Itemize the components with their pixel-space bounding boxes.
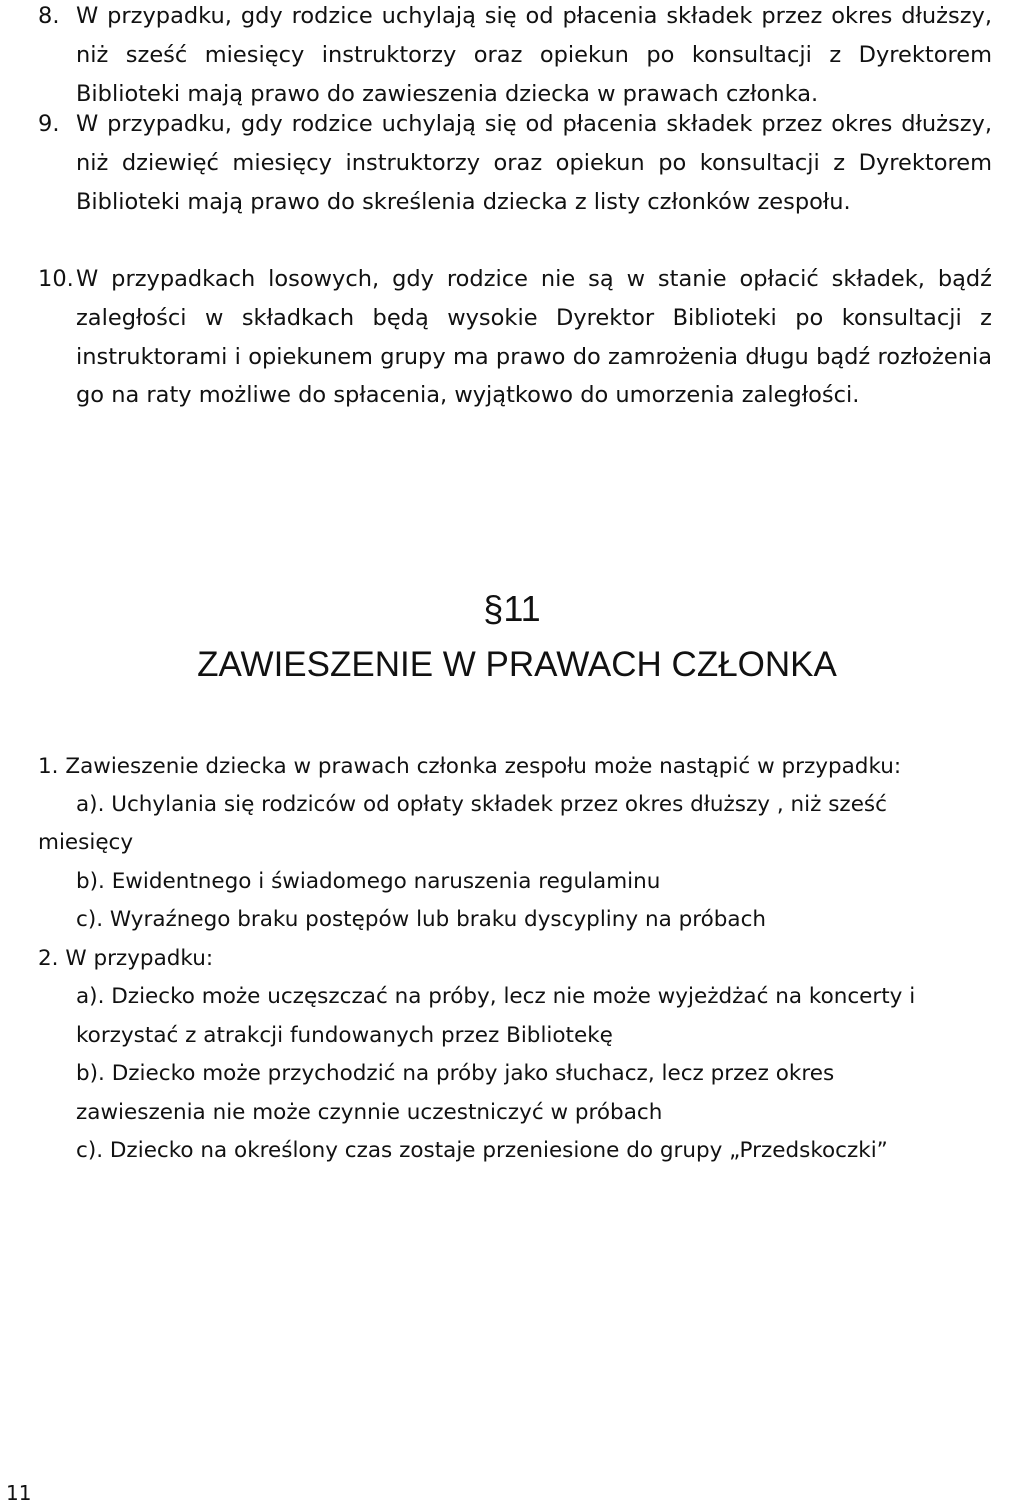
item-text-line: Dyrektorem Biblioteki mają prawo do skreślenia dziecka z listy członków (76, 149, 992, 215)
section-subpoint-line: a). Uchylania się rodziców od opłaty składek przez okres dłuższy , niż sześć (76, 792, 887, 817)
item-text-line: dłuższy, niż sześć miesięcy instruktorzy oraz opiekun po konsultacji z (76, 3, 992, 68)
item-text-line: zaległości w składkach będą wysokie Dyrektor Biblioteki po konsultacji z (76, 304, 992, 331)
item-number: 10. (38, 266, 74, 292)
item-text-line: zaległości. (741, 382, 860, 409)
list-item-8 (38, 0, 992, 113)
item-text-line: W przypadku, gdy rodzice uchylają się od płacenia składek przez okres (76, 3, 893, 29)
section-title: ZAWIESZENIE W PRAWACH CZŁONKA (197, 645, 837, 684)
item-text-line: W przypadkach losowych, gdy rodzice nie są w stanie opłacić składek, bądź (76, 266, 992, 292)
section-subpoint-line: a). Dziecko może uczęszczać na próby, lecz nie może wyjeżdżać na koncerty i (76, 984, 916, 1009)
page-number: 11 (6, 1481, 32, 1505)
item-number: 8. (38, 3, 60, 29)
item-text-line: rozłożenia go na raty możliwe do spłacenia, wyjątkowo do umorzenia (76, 343, 992, 409)
list-item-9 (38, 105, 992, 221)
list-item-10 (38, 260, 992, 415)
section-point-2: 2. W przypadku: (38, 946, 214, 971)
section-number: §11 (483, 588, 541, 629)
section-subpoint-line: miesięcy (38, 830, 134, 855)
item-text-line: dłuższy, niż dziewięć miesięcy instruktorzy oraz opiekun po konsultacji z (76, 111, 992, 176)
item-number: 9. (38, 111, 60, 137)
section-subpoint-line: c). Dziecko na określony czas zostaje przeniesione do grupy „Przedskoczki” (76, 1138, 888, 1163)
section-subpoint-line: korzystać z atrakcji fundowanych przez Bibliotekę (76, 1023, 613, 1048)
section-subpoint-line: b). Ewidentnego i świadomego naruszenia regulaminu (76, 869, 661, 894)
item-text-line: zespołu. (757, 188, 851, 215)
section-subpoint-line: zawieszenia nie może czynnie uczestniczyć w próbach (76, 1100, 663, 1125)
section-subpoint-line: c). Wyraźnego braku postępów lub braku dyscypliny na próbach (76, 907, 767, 932)
item-text-line: Dyrektorem Biblioteki mają prawo do zawieszenia dziecka w prawach członka. (76, 41, 992, 107)
section-subpoint-line: b). Dziecko może przychodzić na próby jako słuchacz, lecz przez okres (76, 1061, 835, 1086)
section-point-1: 1. Zawieszenie dziecka w prawach członka zespołu może nastąpić w przypadku: (38, 754, 902, 779)
item-text-line: instruktorami i opiekunem grupy ma prawo do zamrożenia długu bądź (76, 343, 871, 370)
item-text-line: W przypadku, gdy rodzice uchylają się od płacenia składek przez okres (76, 111, 893, 137)
